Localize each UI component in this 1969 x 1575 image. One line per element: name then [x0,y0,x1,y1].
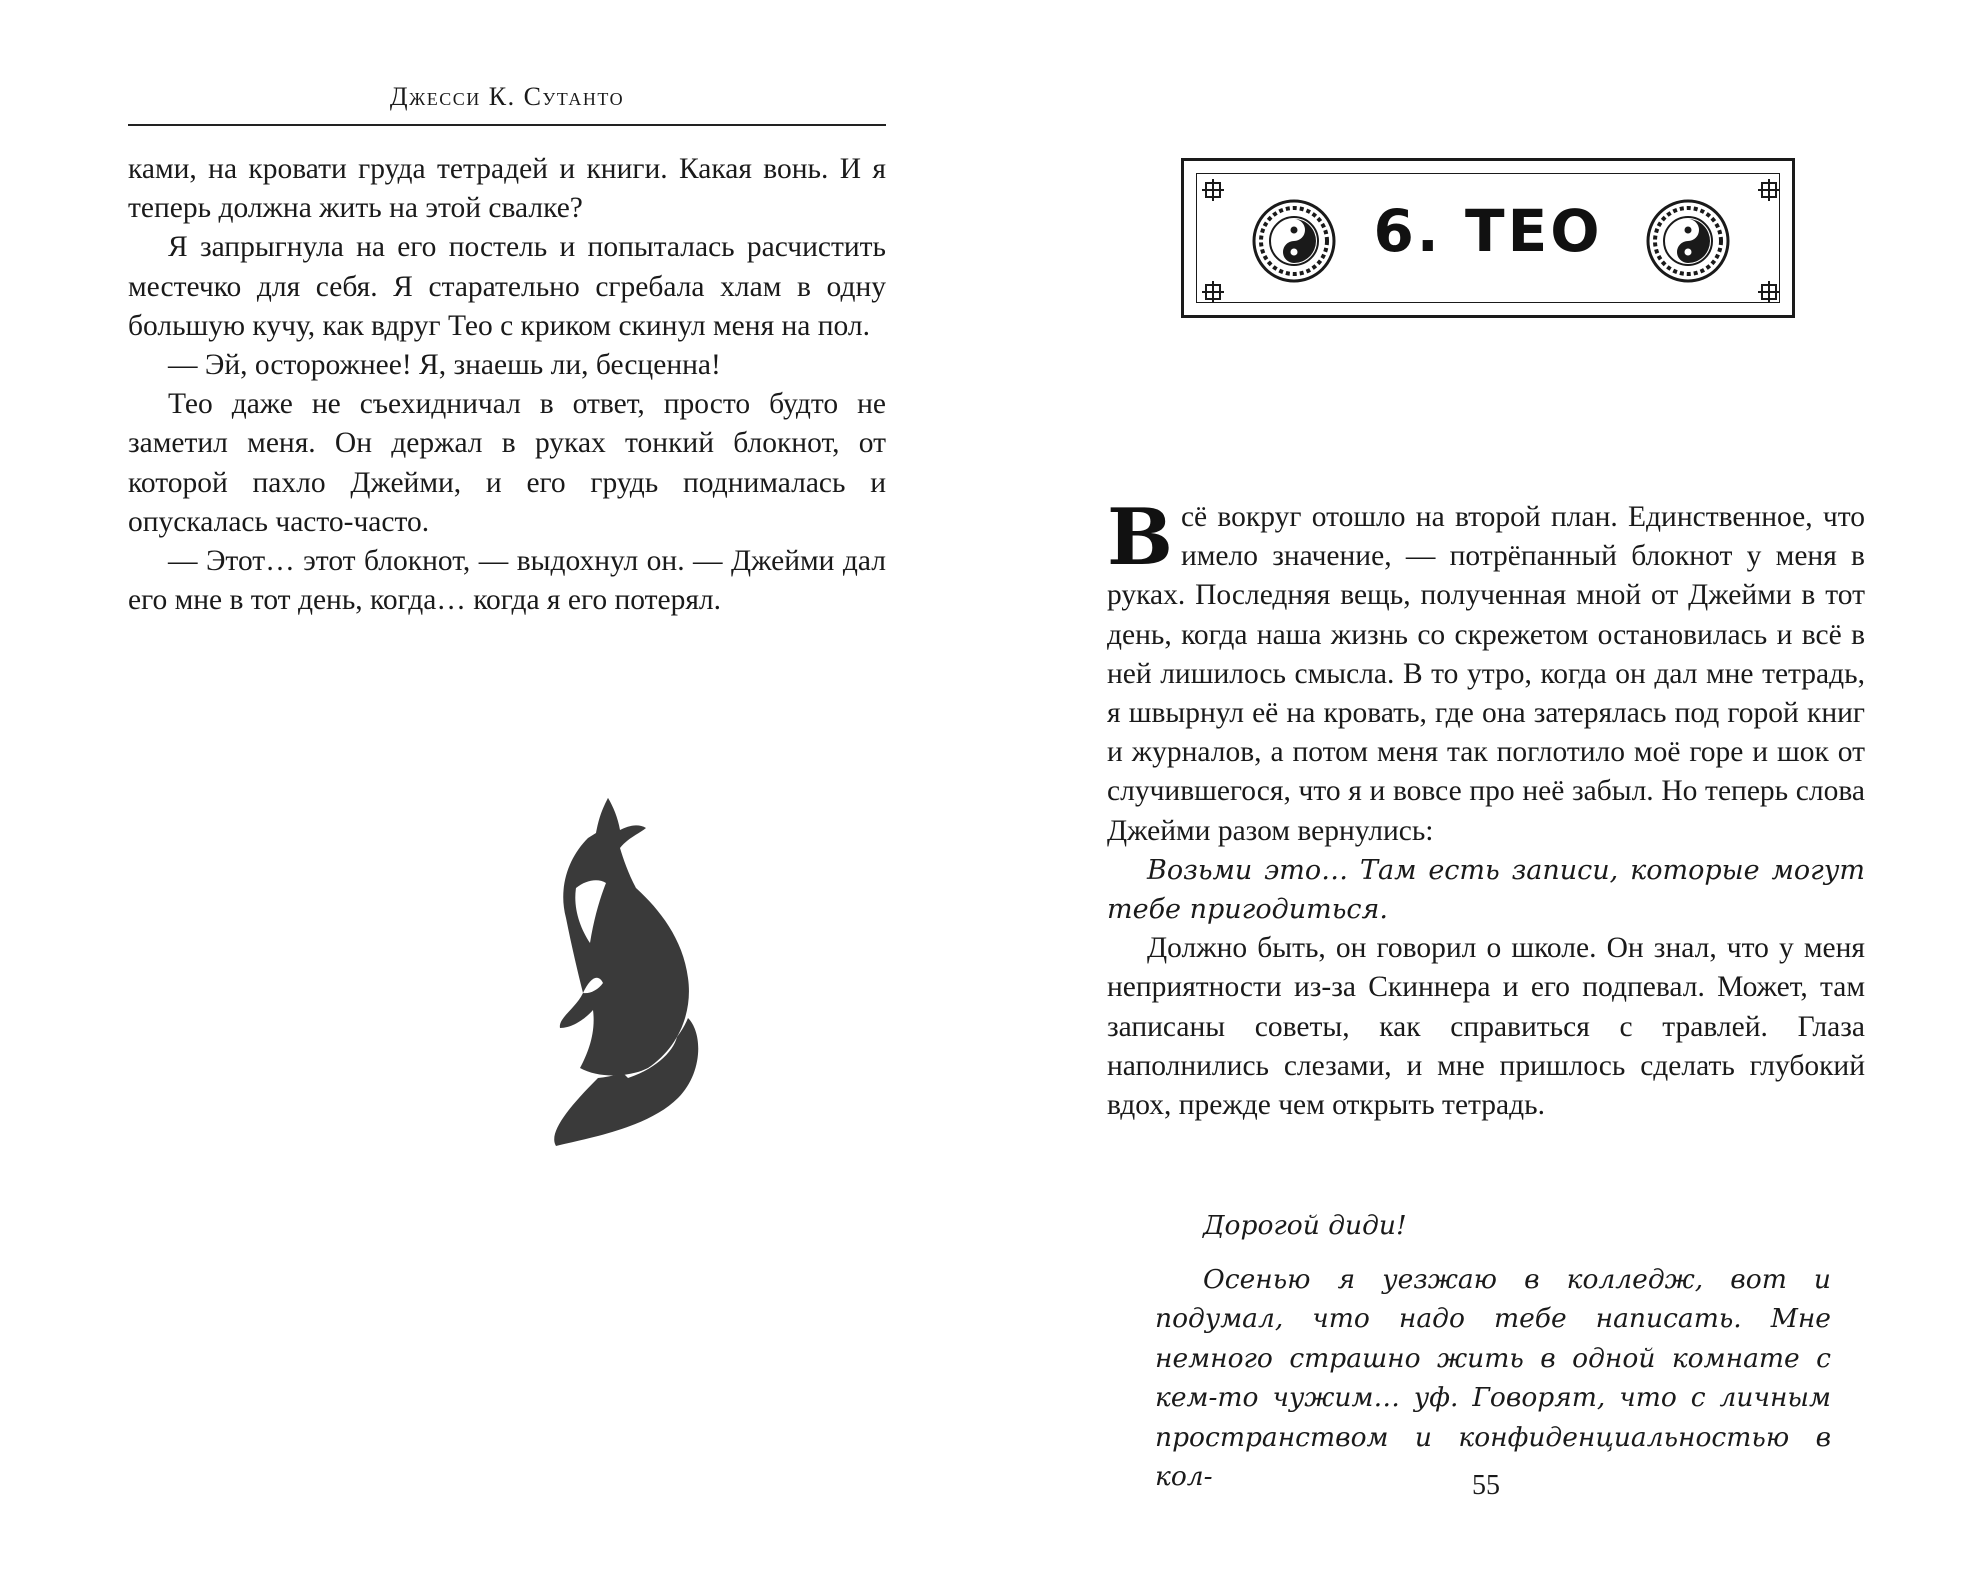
italic-quote: Возьми это… Там есть записи, которые могут тебе пригодиться. [1107,854,1865,926]
drop-cap: В [1107,492,1173,583]
chapter-title: 6. ТЕО [1373,197,1603,265]
paragraph: Должно быть, он говорил о школе. Он знал, что у меня неприятности из-за Скиннера и его подпевал. Может, там записаны советы, как справиться с травлей. Глаза наполнились слезами, и мне пришлось сделать глубокий вдох, прежде чем открыть тетрадь. [1107,932,1865,1122]
paragraph: — Эй, осторожнее! Я, знаешь ли, бесценна! [168,349,721,382]
letter-excerpt [1155,1206,1831,1497]
paragraph: — Этот… этот блокнот, — выдохнул он. — Джейми дал его мне в тот день, когда… когда я его потерял. [128,545,886,617]
fox-illustration [528,778,728,1148]
left-page [128,0,886,1575]
right-body-text [1107,492,1865,1125]
running-head: Джесси К. Сутанто [389,82,625,111]
letter-greeting: Дорогой диди! [1203,1210,1407,1241]
right-page [1107,0,1865,1575]
paragraph: Всё вокруг отошло на второй план. Единственное, что имело значение, — потрёпанный блокнот у меня в руках. Последняя вещь, полученная мной от Джейми в тот день, когда наша жизнь со скрежетом остановилась и всё в ней лишилось смысла. В то утро, когда он дал мне тетрадь, я швырнул её на кровать, где она затерялась под горой книг и журналов, а потом меня так поглотило моё горе и шок от случившегося, что я и вовсе про неё забыл. Но теперь слова Джейми разом вернулись: [1107,492,1865,847]
paragraph: ками, на кровати груда тетрадей и книги. Какая вонь. И я теперь должна жить на этой свалке? [128,153,886,225]
letter-body: Осенью я уезжаю в колледж, вот и подумал, что надо тебе написать. Мне немного страшно жить в одной комнате с кем-то чужим… уф. Говорят, что с личным пространством и конфиденциальностью в кол- [1155,1263,1831,1492]
page-number: 55 [1472,1470,1500,1501]
header-rule [128,124,886,126]
paragraph: Я запрыгнула на его постель и попыталась расчистить местечко для себя. Я старательно сгребала хлам в одну большую кучу, как вдруг Тео с криком скинул меня на пол. [128,231,886,342]
left-body-text [128,150,886,620]
paragraph: Тео даже не съехидничал в ответ, просто будто не заметил меня. Он держал в руках тонкий блокнот, от которой пахло Джейми, и его грудь поднималась и опускалась часто-часто. [128,388,886,538]
chapter-heading-frame [1181,158,1795,318]
